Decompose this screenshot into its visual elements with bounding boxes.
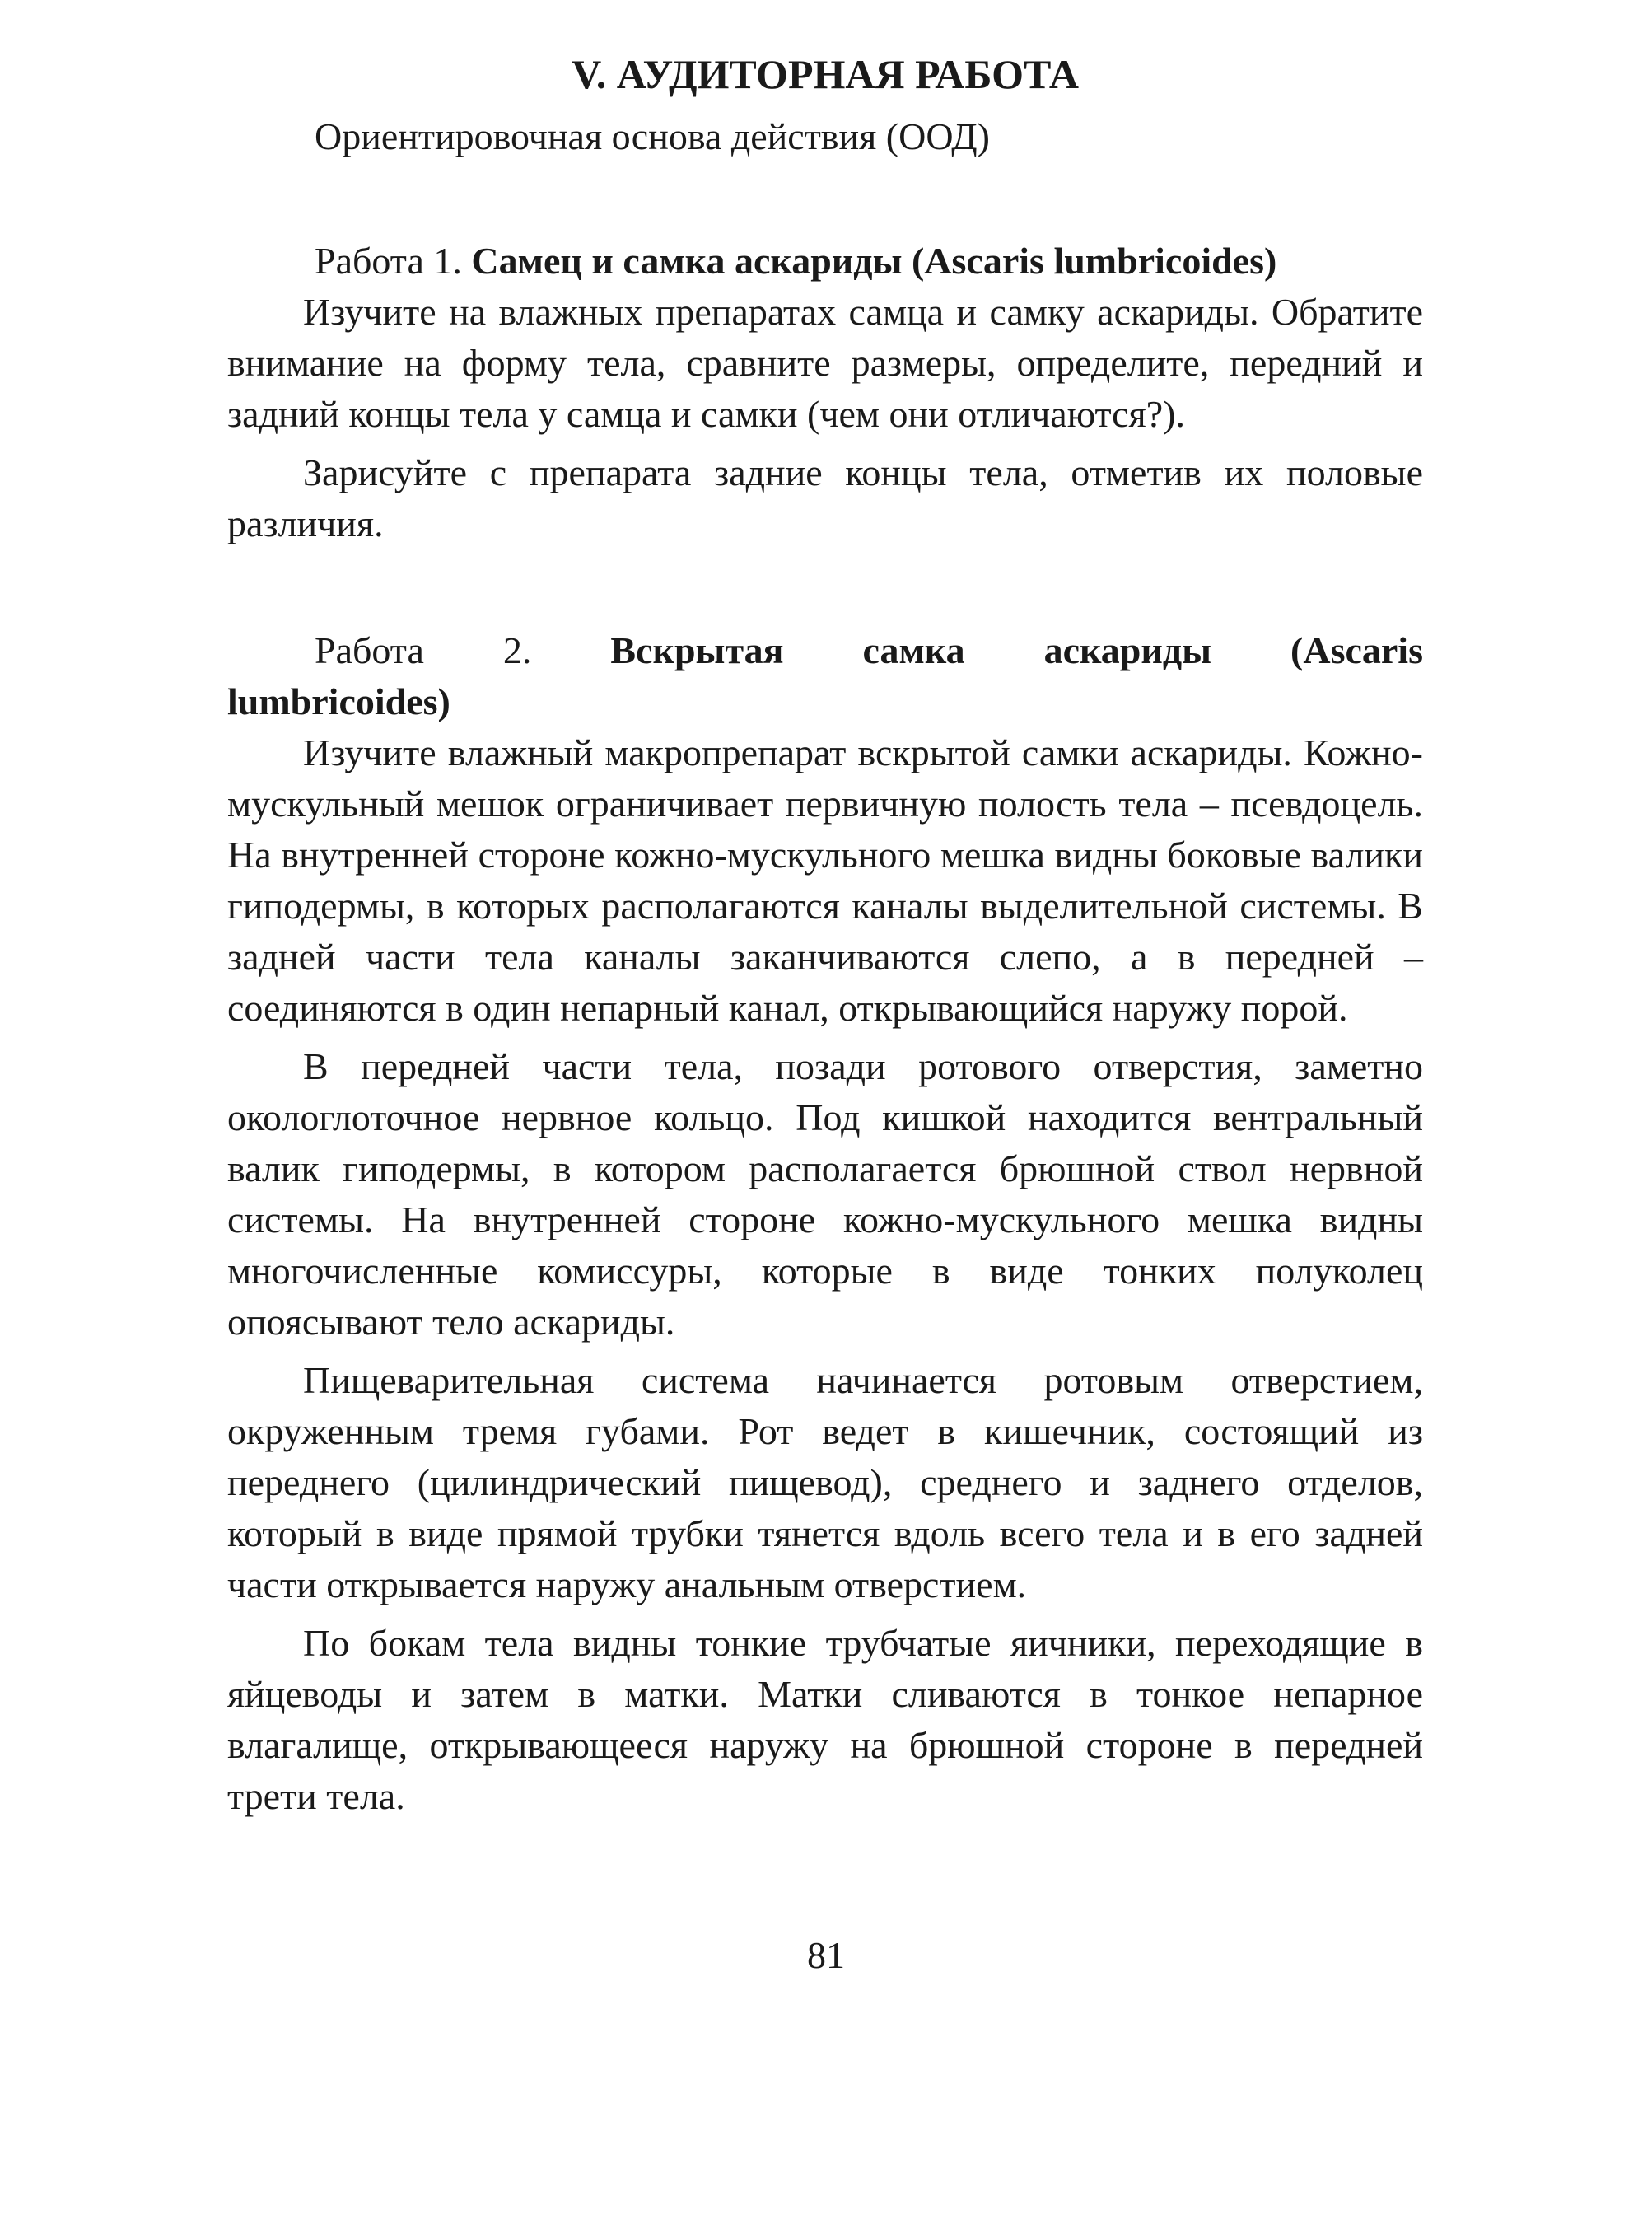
work-2-title: Вскрытая самка аскариды (Ascaris lumbricoides) <box>227 629 1423 722</box>
work-1-section <box>227 236 1423 549</box>
work-1-label: Работа 1. <box>315 240 462 282</box>
work-1-paragraph-2: Зарисуйте с препарата задние концы тела, отметив их половые различия. <box>227 451 1423 544</box>
chapter-title: V. АУДИТОРНАЯ РАБОТА <box>572 51 1079 97</box>
work-2-section <box>227 625 1423 1822</box>
work-2-label: Работа 2. <box>315 629 532 671</box>
work-1-heading <box>227 236 1423 287</box>
work-2-paragraph-4: По бокам тела видны тонкие трубчатые яичники, переходящие в яйцеводы и затем в матки. Матки сливаются в тонкое непарное влагалище, открывающееся наружу на брюшной стороне в передней трети тела. <box>227 1622 1423 1817</box>
work-1-paragraph-1: Изучите на влажных препаратах самца и самку аскариды. Обратите внимание на форму тела, сравните размеры, определите, передний и задний концы тела у самца и самки (чем они отличаются?). <box>227 291 1423 435</box>
work-1-title: Самец и самка аскариды (Ascaris lumbricoides) <box>471 240 1277 282</box>
page-number: 81 <box>807 1934 845 1976</box>
page-content <box>227 40 1423 1829</box>
work-2-paragraph-3: Пищеварительная система начинается ротовым отверстием, окруженным тремя губами. Рот ведет в кишечник, состоящий из переднего (цилиндрический пищевод), среднего и заднего отделов, который в виде прямой трубки тянется вдоль всего тела и в его задней части открывается наружу анальным отверстием. <box>227 1359 1423 1605</box>
work-2-paragraph-1: Изучите влажный макропрепарат вскрытой самки аскариды. Кожно-мускульный мешок ограничивает первичную полость тела – псевдоцель. На внутренней стороне кожно-мускульного мешка видны боковые валики гиподермы, в которых располагаются каналы выделительной системы. В задней части тела каналы заканчиваются слепо, а в передней – соединяются в один непарный канал, открывающийся наружу порой. <box>227 731 1423 1029</box>
work-2-heading <box>227 625 1423 727</box>
work-2-paragraph-2: В передней части тела, позади ротового отверстия, заметно окологлоточное нервное кольцо. Под кишкой находится вентральный валик гиподермы, в котором располагается брюшной ствол нервной системы. На внутренней стороне кожно-мускульного мешка видны многочисленные комиссуры, которые в виде тонких полуколец опоясывают тело аскариды. <box>227 1045 1423 1343</box>
section-subtitle: Ориентировочная основа действия (ООД) <box>315 115 990 157</box>
